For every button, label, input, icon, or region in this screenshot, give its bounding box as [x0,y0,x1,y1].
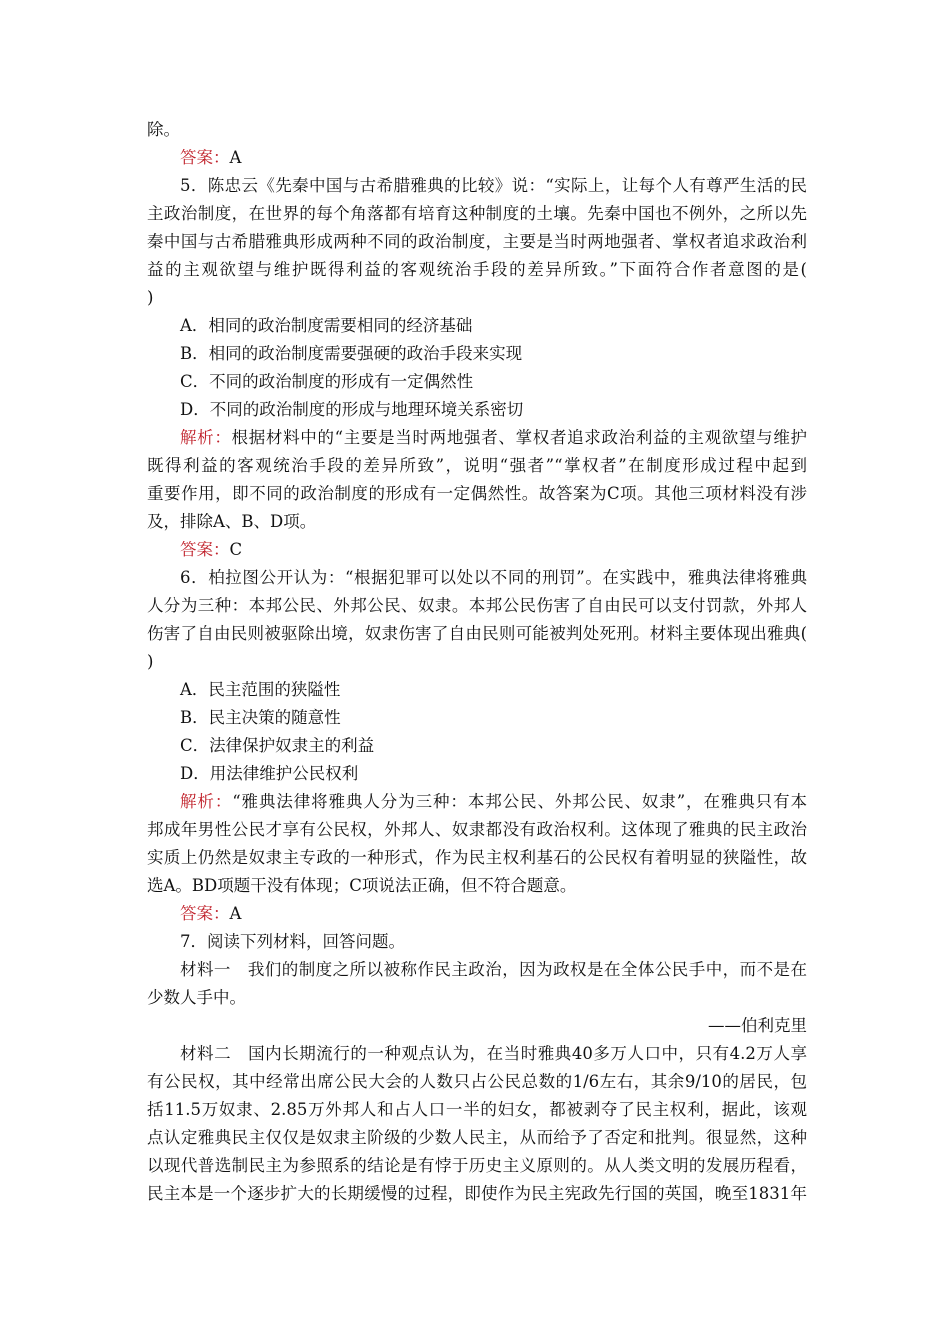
question-6-line: 伤害了自由民则被驱除出境，奴隶伤害了自由民则可能被判处死刑。材料主要体现出雅典( [147,624,807,643]
analysis-text: “雅典法律将雅典人分为三种：本邦公民、外邦公民、奴隶”，在雅典只有本 [232,792,807,811]
analysis-line [147,424,807,452]
option-a: A．民主范围的狭隘性 [180,680,341,699]
option-b: B．相同的政治制度需要强硬的政治手段来实现 [180,344,523,363]
analysis-line [147,788,807,816]
analysis-line: 及，排除A、B、D项。 [147,512,317,531]
analysis-text: 根据材料中的“主要是当时两地强者、掌权者追求政治利益的主观欲望与维护 [231,428,807,447]
analysis-label: 解析： [180,428,232,447]
question-5-line: 益的主观欲望与维护既得利益的客观统治手段的差异所致。”下面符合作者意图的是( [147,260,807,279]
answer-line [147,900,807,928]
option-d: D．用法律维护公民权利 [180,764,359,783]
question-5-line: ) [147,288,154,307]
option-c: C．法律保护奴隶主的利益 [180,736,375,755]
question-6-line: ) [147,652,154,671]
question-7-line: 7．阅读下列材料，回答问题。 [180,932,405,951]
material-1-line: 材料一 我们的制度之所以被称作民主政治，因为政权是在全体公民手中，而不是在 [180,960,807,979]
material-2-line: 有公民权，其中经常出席公民大会的人数只占公民总数的1/6左右，其余9/10的居民，包 [147,1072,807,1091]
material-2-line: 以现代普选制民主为参照系的结论是有悖于历史主义原则的。从人类文明的发展历程看， [147,1156,807,1175]
analysis-line: 选A。BD项题干没有体现；C项说法正确，但不符合题意。 [147,876,577,895]
question-5-line: 秦中国与古希腊雅典形成两种不同的政治制度，主要是当时两地强者、掌权者追求政治利 [147,232,807,251]
answer-line [147,144,807,172]
analysis-label: 解析： [180,792,233,811]
question-6-line: 6．柏拉图公开认为：“根据犯罪可以处以不同的刑罚”。在实践中，雅典法律将雅典 [180,568,807,587]
answer-value: A [229,904,242,923]
option-c: C．不同的政治制度的形成有一定偶然性 [180,372,474,391]
option-d: D．不同的政治制度的形成与地理环境关系密切 [180,400,524,419]
document-body [147,116,807,1208]
option-b: B．民主决策的随意性 [180,708,341,727]
text-line: 除。 [147,120,180,139]
answer-line [147,536,807,564]
answer-value: A [229,148,242,167]
material-1-attribution: ——伯利克里 [708,1016,807,1035]
question-5-line: 主政治制度，在世界的每个角落都有培育这种制度的土壤。先秦中国也不例外，之所以先 [147,204,807,223]
option-a: A．相同的政治制度需要相同的经济基础 [180,316,473,335]
analysis-line: 既得利益的客观统治手段的差异所致”，说明“强者”“掌权者”在制度形成过程中起到 [147,456,807,475]
analysis-line: 实质上仍然是奴隶主专政的一种形式，作为民主权利基石的公民权有着明显的狭隘性，故 [147,848,807,867]
material-2-line: 点认定雅典民主仅仅是奴隶主阶级的少数人民主，从而给予了否定和批判。很显然，这种 [147,1128,807,1147]
material-1-line: 少数人手中。 [147,988,246,1007]
question-5-line: 5．陈忠云《先秦中国与古希腊雅典的比较》说：“实际上，让每个人有尊严生活的民 [180,176,807,195]
answer-label: 答案： [180,148,230,167]
answer-label: 答案： [180,904,230,923]
material-2-line: 民主本是一个逐步扩大的长期缓慢的过程，即使作为民主宪政先行国的英国，晚至1831年 [147,1184,807,1203]
question-6-line: 人分为三种：本邦公民、外邦公民、奴隶。本邦公民伤害了自由民可以支付罚款，外邦人 [147,596,807,615]
analysis-line: 邦成年男性公民才享有公民权，外邦人、奴隶都没有政治权利。这体现了雅典的民主政治 [147,820,807,839]
material-2-line: 材料二 国内长期流行的一种观点认为，在当时雅典40多万人口中，只有4.2万人享 [180,1044,807,1063]
answer-value: C [229,540,243,559]
answer-label: 答案： [180,540,230,559]
material-2-line: 括11.5万奴隶、2.85万外邦人和占人口一半的妇女，都被剥夺了民主权利，据此，该观 [147,1100,807,1119]
analysis-line: 重要作用，即不同的政治制度的形成有一定偶然性。故答案为C项。其他三项材料没有涉 [147,484,807,503]
